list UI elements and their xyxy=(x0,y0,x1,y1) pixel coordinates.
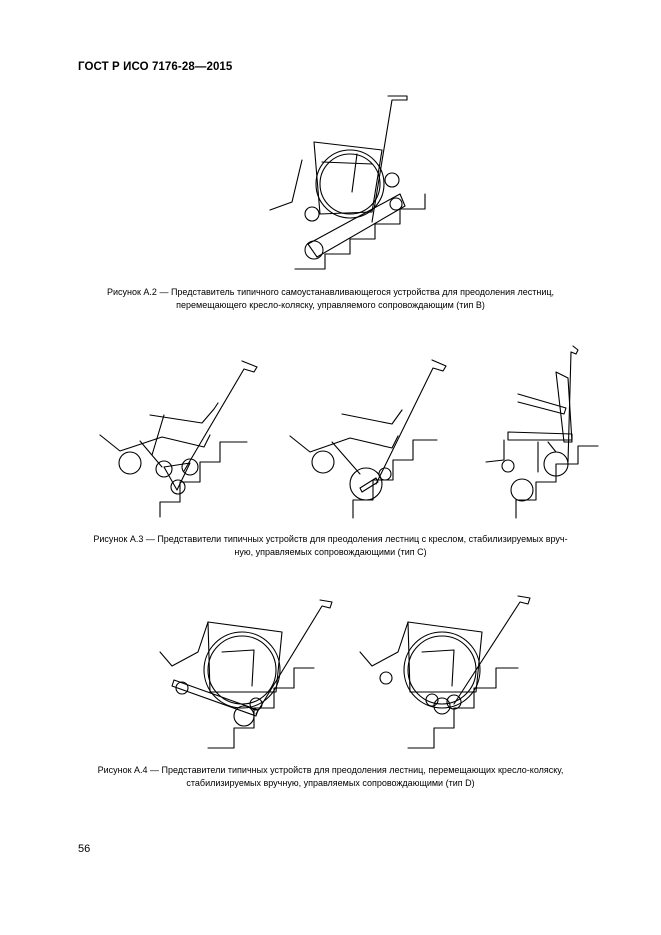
caster-wheel xyxy=(380,672,392,684)
figure-a3-caption: Рисунок А.3 — Представители типичных устройств для преодоления лестниц с креслом, стабилизируемых вруч- ную, управляемых сопровождающими (тип С) xyxy=(93,534,568,557)
wheelchair-rear-wheel xyxy=(204,632,280,708)
chair-frame xyxy=(314,142,382,214)
stairs xyxy=(160,442,247,517)
figure-a2-drawing xyxy=(262,92,432,277)
seat xyxy=(290,410,402,452)
figure-a4-drawing-2 xyxy=(350,588,540,752)
wheel xyxy=(312,451,334,473)
stairs xyxy=(353,440,437,518)
figure-a4-caption: Рисунок А.4 — Представители типичных устройств для преодоления лестниц, перемещающих кресло-коляску, стабилизируемых вручную, управляемых сопровождающими (тип D) xyxy=(97,765,564,788)
figure-a4-drawing-1 xyxy=(150,592,340,752)
figure-a3-drawing-3 xyxy=(478,342,608,522)
climber-front-wheel xyxy=(385,173,399,187)
wheel xyxy=(511,479,533,501)
wheel xyxy=(119,452,141,474)
stairs xyxy=(516,446,598,518)
caster-wheel xyxy=(305,207,319,221)
page-number: 56 xyxy=(78,843,91,855)
stairs xyxy=(408,668,518,748)
figure-a3-drawing-2 xyxy=(280,348,450,520)
push-handle xyxy=(256,600,332,714)
push-handle xyxy=(376,360,446,484)
wheelchair-rear-wheel xyxy=(404,632,480,708)
document-header: ГОСТ Р ИСО 7176-28—2015 xyxy=(78,61,233,73)
seat xyxy=(486,432,572,462)
climber-frame xyxy=(172,680,258,716)
figure-a3-drawing-1 xyxy=(92,345,262,520)
figure-a2-caption: Рисунок А.2 — Представитель типичного самоустанавливающегося устройства для преодоления лестниц, перемещающего кресло-коляску, управляемого сопровождающим (тип В) xyxy=(106,287,554,310)
